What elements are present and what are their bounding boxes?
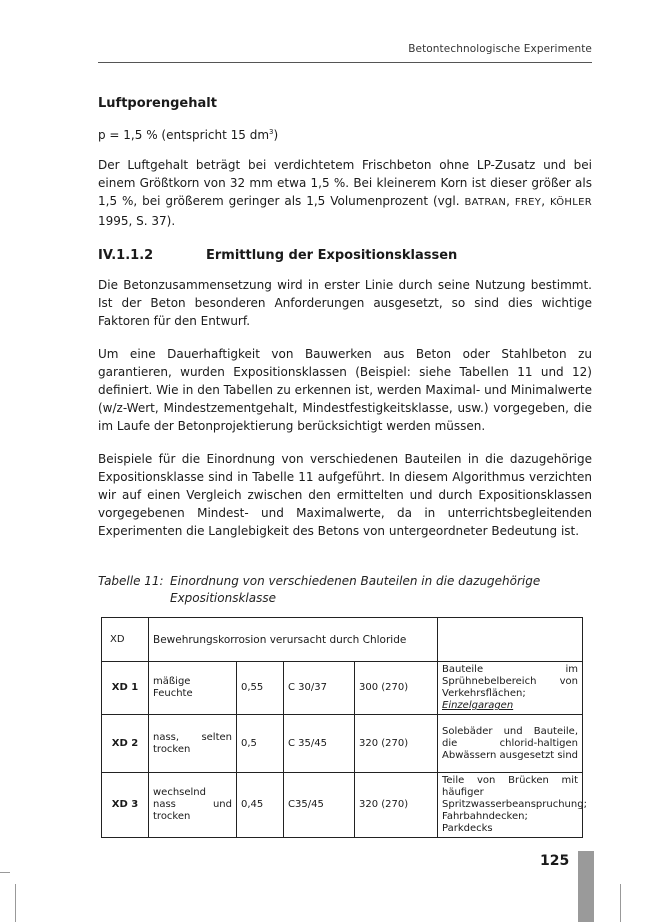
row-class: XD 1 — [102, 662, 149, 715]
row-examples — [438, 662, 583, 715]
crop-mark — [0, 872, 10, 873]
section-paragraph-3: Beispiele für die Einordnung von verschiedenen Bauteilen in die dazugehörige Expositionsklasse sind in Tabelle 11 aufgeführt. In diesem Algorithmus verzichten wir auf einen Vergleich zwischen den ermittelten und durch Expositionsklassen vorgegebenen Mindest- und Maximalwerte, da in unterrichtsbegleitenden Experimenten die Langlebigkeit des Betons von untergeordneter Bedeutung ist. — [98, 452, 592, 538]
sep: , — [541, 194, 550, 208]
row-wz: 0,5 — [237, 715, 284, 773]
section-heading — [98, 248, 592, 263]
section-number: IV.1.1.2 — [98, 248, 154, 263]
luftporen-paragraph — [98, 156, 592, 230]
table-row — [102, 773, 583, 838]
row-cement: 300 (270) — [355, 662, 438, 715]
examples-emphasis: Einzelgaragen — [442, 700, 514, 711]
author-koehler: KÖHLER — [549, 197, 592, 208]
luftporen-block — [98, 96, 592, 230]
para-end: 1995, S. 37). — [98, 214, 176, 228]
row-wz: 0,55 — [237, 662, 284, 715]
table-caption — [98, 573, 592, 607]
crop-mark — [15, 884, 16, 922]
luftporen-heading: Luftporengehalt — [98, 96, 217, 111]
author-batran: BATRAN — [464, 197, 507, 208]
caption-text: Einordnung von verschiedenen Bauteilen in die dazugehörige Expositionsklasse — [170, 574, 541, 605]
row-class: XD 3 — [102, 773, 149, 838]
header-empty — [438, 618, 583, 662]
row-strength: C 30/37 — [284, 662, 355, 715]
row-strength: C35/45 — [284, 773, 355, 838]
para-text: Der Luftgehalt beträgt bei verdichtetem Frischbeton ohne LP-Zusatz und bei einem Größtkorn von 32 mm etwa 1,5 %. Bei kleinerem Korn ist dieser größer als 1,5 %, bei größerem geringer als 1,5 Volumenprozent (vgl. — [98, 158, 592, 208]
row-moisture: mäßige Feuchte — [149, 662, 237, 715]
row-cement: 320 (270) — [355, 715, 438, 773]
section-block — [98, 248, 592, 540]
row-examples: Solebäder und Bauteile, die chlorid-haltigen Abwässern ausgesetzt sind — [438, 715, 583, 773]
row-cement: 320 (270) — [355, 773, 438, 838]
thumb-index-bar — [578, 851, 594, 922]
section-paragraph-2: Um eine Dauerhaftigkeit von Bauwerken aus Beton oder Stahlbeton zu garantieren, wurden Expositionsklassen (Beispiel: siehe Tabellen 11 und 12) definiert. Wie in den Tabellen zu erkennen ist, werden Maximal- und Minimalwerte (w/z-Wert, Mindestzementgehalt, Mindestfestigkeitsklasse, usw.) vorgegeben, die im Laufe der Betonprojektierung berücksichtigt werden müssen. — [98, 347, 592, 433]
luftporen-formula — [98, 123, 592, 144]
exposure-table — [101, 617, 587, 838]
section-title: Ermittlung der Expositionsklassen — [206, 248, 458, 263]
crop-mark — [620, 884, 621, 922]
formula-end: ) — [273, 128, 279, 142]
row-moisture: nass, selten trocken — [149, 715, 237, 773]
sep: , — [506, 194, 515, 208]
page-number: 125 — [540, 853, 570, 869]
row-moisture: wechselnd nass und trocken — [149, 773, 237, 838]
table-row — [102, 715, 583, 773]
author-frey: FREY — [514, 197, 542, 208]
row-examples: Teile von Brücken mit häufiger Spritzwasserbeanspruchung; Fahrbahndecken; Parkdecks — [438, 773, 583, 838]
header-code: XD — [102, 618, 149, 662]
row-strength: C 35/45 — [284, 715, 355, 773]
table-header-row — [102, 618, 583, 662]
header-description: Bewehrungskorrosion verursacht durch Chloride — [149, 618, 438, 662]
formula-sup: 3 — [269, 128, 274, 136]
row-class: XD 2 — [102, 715, 149, 773]
examples-text: Bauteile im Sprühnebelbereich von Verkehrsflächen; — [442, 664, 578, 699]
section-paragraph-1: Die Betonzusammensetzung wird in erster Linie durch seine Nutzung bestimmt. Ist der Beton besonderen Anforderungen ausgesetzt, so sind dies wichtige Faktoren für den Entwurf. — [98, 278, 592, 328]
running-header: Betontechnologische Experimente — [408, 43, 592, 55]
row-wz: 0,45 — [237, 773, 284, 838]
header-rule — [98, 62, 592, 63]
formula-text: p = 1,5 % (entspricht 15 dm — [98, 128, 270, 142]
caption-label: Tabelle 11: — [98, 574, 164, 588]
table-row — [102, 662, 583, 715]
